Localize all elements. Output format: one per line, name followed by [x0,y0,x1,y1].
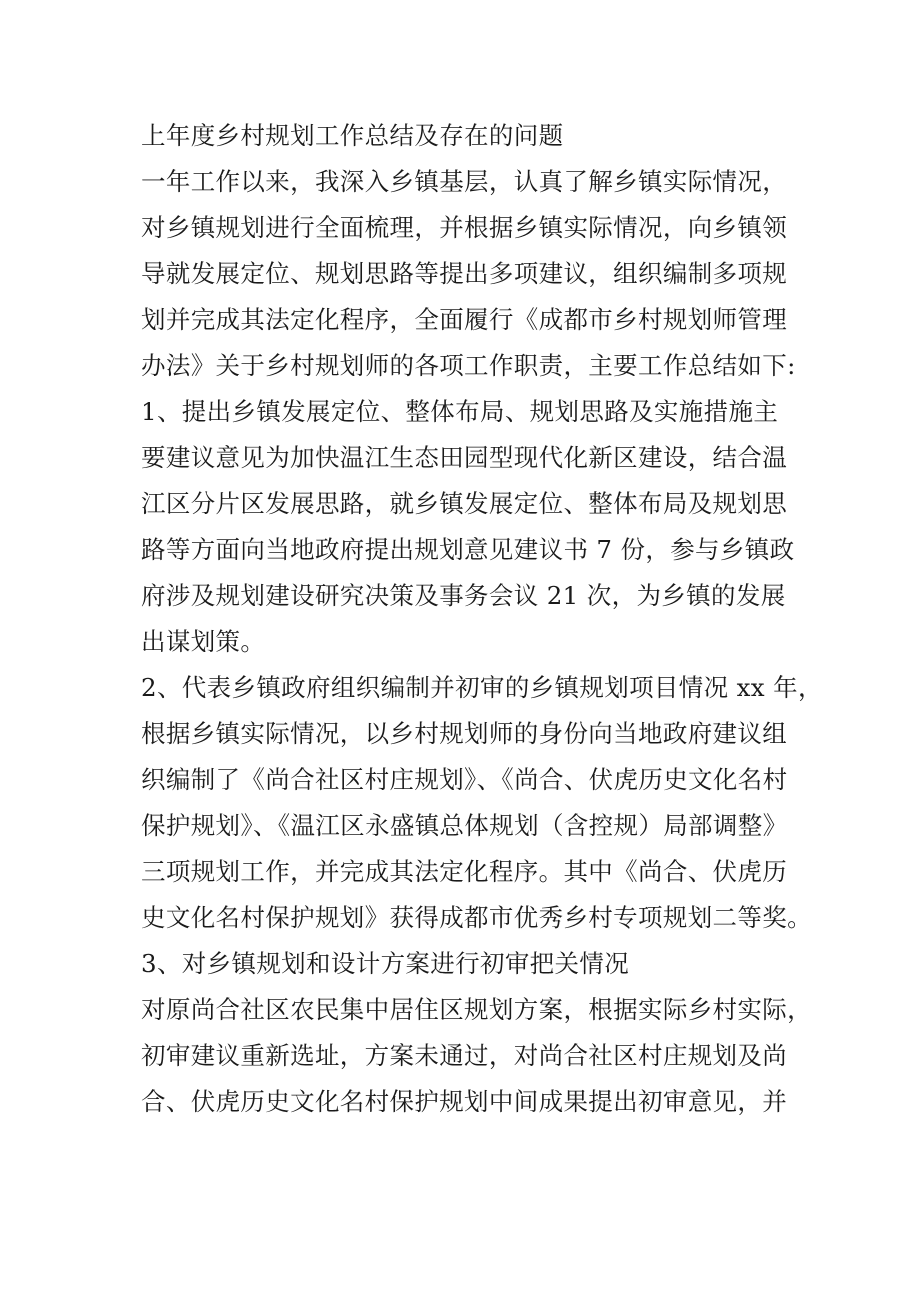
text-line: 史文化名村保护规划》获得成都市优秀乡村专项规划二等奖。 [141,903,812,932]
document-body [141,113,823,1125]
section-2-heading-line: 2、代表乡镇政府组织编制并初审的乡镇规划项目情况 xx 年， [141,673,823,702]
document-title: 上年度乡村规划工作总结及存在的问题 [141,121,564,150]
text-line: 对原尚合社区农民集中居住区规划方案，根据实际乡村实际， [141,995,812,1024]
text-line: 江区分片区发展思路，就乡镇发展定位、整体布局及规划思 [141,489,788,518]
text-line: 划并完成其法定化程序，全面履行《成都市乡村规划师管理 [141,305,788,334]
text-line: 保护规划》、《温江区永盛镇总体规划（含控规）局部调整》 [141,811,788,840]
text-line: 织编制了《尚合社区村庄规划》、《尚合、伏虎历史文化名村 [141,765,788,794]
text-line: 初审建议重新选址，方案未通过，对尚合社区村庄规划及尚 [141,1041,788,1070]
text-line: 府涉及规划建设研究决策及事务会议 21 次，为乡镇的发展 [141,581,786,610]
text-line: 要建议意见为加快温江生态田园型现代化新区建设，结合温 [141,443,788,472]
text-line: 办法》关于乡村规划师的各项工作职责，主要工作总结如下: [141,351,796,380]
text-line: 三项规划工作，并完成其法定化程序。其中《尚合、伏虎历 [141,857,788,886]
section-1-heading-line: 1、提出乡镇发展定位、整体布局、规划思路及实施措施主 [141,397,779,426]
text-line: 路等方面向当地政府提出规划意见建议书 7 份，参与乡镇政 [141,535,795,564]
text-line: 导就发展定位、规划思路等提出多项建议，组织编制多项规 [141,259,788,288]
text-line: 根据乡镇实际情况，以乡村规划师的身份向当地政府建议组 [141,719,788,748]
text-line: 一年工作以来，我深入乡镇基层，认真了解乡镇实际情况， [141,167,788,196]
section-3-heading: 3、对乡镇规划和设计方案进行初审把关情况 [141,949,630,978]
text-line: 出谋划策。 [141,627,266,656]
text-line: 对乡镇规划进行全面梳理，并根据乡镇实际情况，向乡镇领 [141,213,788,242]
text-line: 合、伏虎历史文化名村保护规划中间成果提出初审意见，并 [141,1087,788,1116]
